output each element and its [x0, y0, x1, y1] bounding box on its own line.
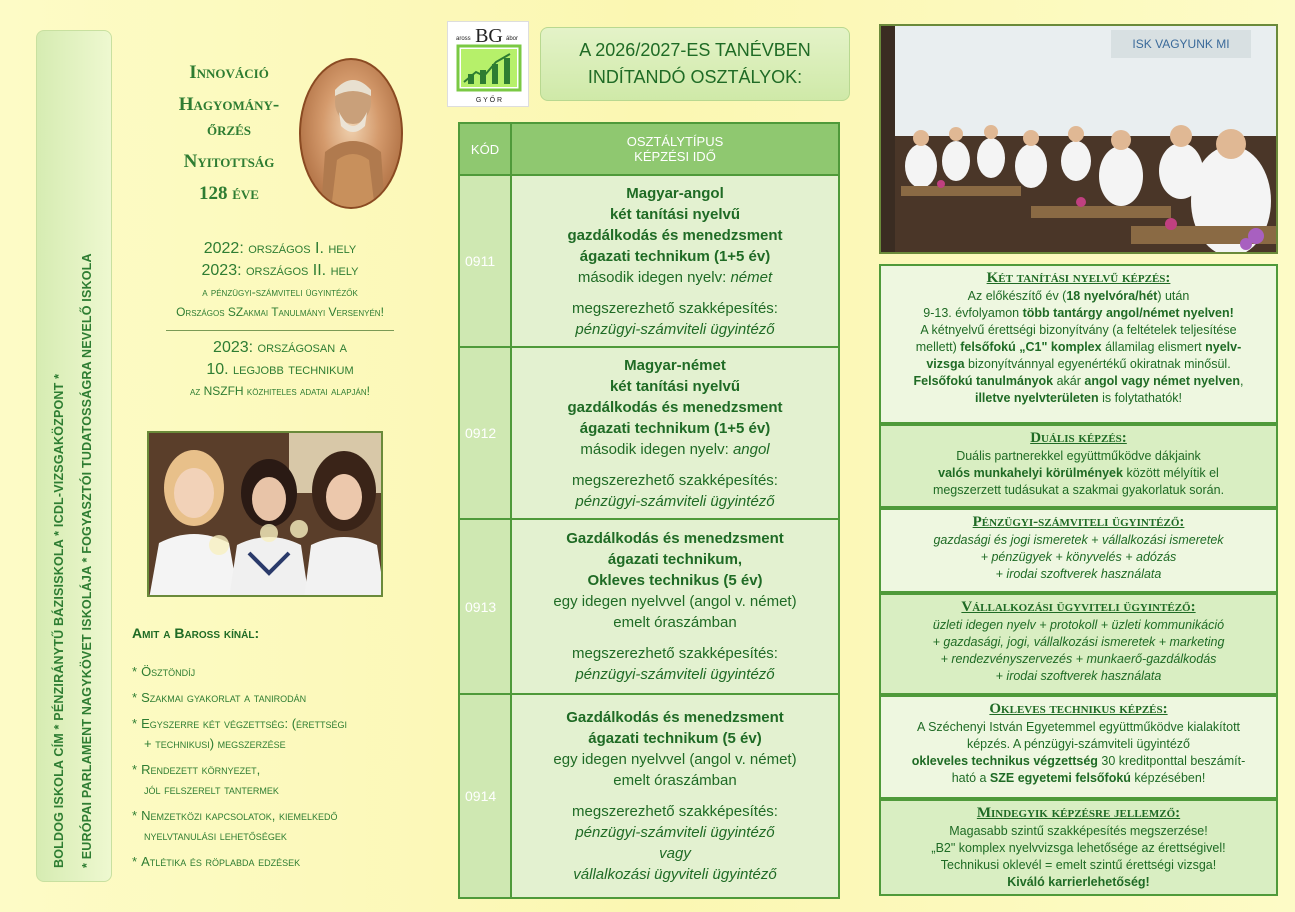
list-item: * Atlétika és röplabda edzések — [132, 854, 301, 869]
award-2022: 2022: országos I. hely — [203, 240, 357, 257]
table-row — [459, 347, 839, 519]
bust-portrait-image — [299, 58, 403, 209]
year-heading-line-1: A 2026/2027-ES TANÉVBEN — [579, 40, 811, 60]
classes-table — [458, 122, 840, 899]
logo-bg-text: BG — [475, 25, 503, 47]
class-code: 0911 — [459, 175, 511, 347]
mottos — [140, 60, 318, 206]
header-type: OSZTÁLYTÍPUS KÉPZÉSI IDŐ — [511, 123, 839, 175]
vertical-band — [36, 30, 112, 882]
list-item: jól felszerelt tantermek — [144, 782, 279, 797]
award-2023-technikum: 2023: országosan a — [213, 339, 347, 356]
awards-block — [130, 238, 430, 401]
info-bilingual-title: Két tanítási nyelvű képzés: — [986, 270, 1171, 286]
table-header-row — [459, 123, 839, 175]
info-finance: Pénzügyi-számviteli ügyintéző: gazdasági és jogi ismeretek + vállalkozási ismeretek + pénzügyek + könyvelés + adózás + irodai szoftverek használata — [879, 508, 1278, 593]
vertical-band-line-1: BOLDOG ISKOLA CÍM * PÉNZIRÁNYTŰ BÁZISISKOLA * ICDL-VIZSGAKÖZPONT * — [52, 373, 66, 868]
vertical-band-line-2: * EURÓPAI PARLAMENT NAGYKÖVET ISKOLÁJA * FOGYASZTÓI TUDATOSSÁGRA NEVELŐ ISKOLA — [80, 253, 94, 868]
info-business: Vállalkozási ügyviteli ügyintéző: üzleti idegen nyelv + protokoll + üzleti kommunikáció + gazdasági, jogi, vállalkozási ismeretek + marketing + rendezvényszervezés + munkaerő-gazdálkodás + irodai szoftverek használata — [879, 593, 1278, 695]
year-heading-line-2: INDÍTANDÓ OSZTÁLYOK: — [587, 67, 803, 87]
logo-abor-text: ábor — [506, 36, 519, 42]
info-common-title: Mindegyik képzésre jellemző: — [976, 805, 1181, 821]
list-item: * Rendezett környezet, — [132, 762, 261, 777]
logo-aross-text: aross — [456, 36, 471, 42]
list-item: * Nemzetközi kapcsolatok, kiemelkedő — [132, 808, 338, 823]
board-text: ISK VAGYUNK MI — [1132, 37, 1230, 51]
class-description: Magyar-német két tanítási nyelvű gazdálkodás és menedzsment ágazati technikum (1+5 év) második idegen nyelv: angol megszerezhető szakképesítés: pénzügyi-számviteli ügyintéző — [511, 347, 839, 519]
info-dual: Duális képzés: Duális partnerekkel együttműködve dákjaink valós munkahelyi körülmények között mélyítik el megszerzett tudásukat a szakmai gyakorlatuk során. — [879, 424, 1278, 508]
class-description: Gazdálkodás és menedzsment ágazati technikum, Okleves technikus (5 év) egy idegen nyelvvel (angol v. német) emelt óraszámban megszerezhető szakképesítés: pénzügyi-számviteli ügyintéző — [511, 519, 839, 694]
info-certified-title: Okleves technikus képzés: — [989, 701, 1168, 717]
award-top10: 10. legjobb technikum — [206, 361, 354, 378]
motto-tradition-a: Hagyomány- — [178, 94, 280, 115]
logo-city-text: G Y Ő R — [475, 97, 503, 104]
info-certified-technician: Okleves technikus képzés: A Széchenyi István Egyetemmel együttműködve kialakított képzés. A pénzügyi-számviteli ügyintéző okleveles technikus végzettség 30 kreditponttal beszámít- ható a SZE egyetemi felsőfokú képzésében! — [879, 695, 1278, 799]
list-item: * Egyszerre két végzettség: (érettségi — [132, 716, 348, 731]
header-code: KÓD — [459, 123, 511, 175]
list-item: * Ösztöndíj — [132, 664, 196, 679]
award-note-1: a pénzügyi-számviteli ügyintézők — [202, 285, 358, 299]
classroom-photo — [879, 24, 1278, 254]
info-business-title: Vállalkozási ügyviteli ügyintéző: — [961, 599, 1196, 615]
offer-list — [132, 662, 432, 878]
award-2023: 2023: országos II. hely — [201, 262, 359, 279]
class-description: Gazdálkodás és menedzsment ágazati technikum (5 év) egy idegen nyelvvel (angol v. német) emelt óraszámban megszerezhető szakképesítés: pénzügyi-számviteli ügyintéző vagy vállalkozási ügyviteli ügyintéző — [511, 694, 839, 898]
motto-tradition-b: őrzés — [206, 119, 252, 140]
table-row — [459, 519, 839, 694]
list-item: nyelvtanulási lehetőségek — [144, 828, 287, 843]
students-toast-photo — [147, 431, 383, 597]
info-bilingual: Két tanítási nyelvű képzés: Az előkészítő év (18 nyelvóra/hét) után 9-13. évfolyamon több tantárgy angol/német nyelven! A kétnyelvű érettségi bizonyítvány (a feltételek teljesítése mellett) felsőfokú „C1" komplex államilag elismert nyelv- vizsga bizonyítvánnyal egyenértékű okiratnak minősül. Felsőfokú tanulmányok akár angol vagy német nyelven, illetve nyelvterületen is folytathatók! — [879, 264, 1278, 424]
info-common: Mindegyik képzésre jellemző: Magasabb szintű szakképesítés megszerzése! „B2" komplex nyelvvizsga lehetősége az érettségivel! Technikusi oklevél = emelt szintű érettségi vizsga! Kiváló karrierlehetőség! — [879, 799, 1278, 896]
award-source: az NSZFH közhiteles adatai alapján! — [190, 384, 370, 398]
list-item: * Szakmai gyakorlat a tanirodán — [132, 690, 307, 705]
award-note-2: Országos SZakmai Tanulmányi Versenyén! — [176, 305, 384, 319]
offer-title: Amit a Baross kínál: — [132, 625, 260, 641]
motto-innovation: Innováció — [189, 62, 269, 83]
list-item: + technikusi) megszerzése — [144, 736, 286, 751]
table-row — [459, 175, 839, 347]
class-description: Magyar-angol két tanítási nyelvű gazdálkodás és menedzsment ágazati technikum (1+5 év) második idegen nyelv: német megszerezhető szakképesítés: pénzügyi-számviteli ügyintéző — [511, 175, 839, 347]
info-dual-title: Duális képzés: — [1030, 430, 1127, 446]
table-row — [459, 694, 839, 898]
motto-years: 128 éve — [199, 183, 259, 204]
class-code: 0914 — [459, 694, 511, 898]
info-finance-title: Pénzügyi-számviteli ügyintéző: — [972, 514, 1185, 530]
class-code: 0912 — [459, 347, 511, 519]
school-logo — [447, 21, 529, 107]
motto-openness: Nyitottság — [183, 151, 275, 172]
class-code: 0913 — [459, 519, 511, 694]
year-heading-box — [540, 27, 850, 101]
divider — [166, 330, 394, 331]
